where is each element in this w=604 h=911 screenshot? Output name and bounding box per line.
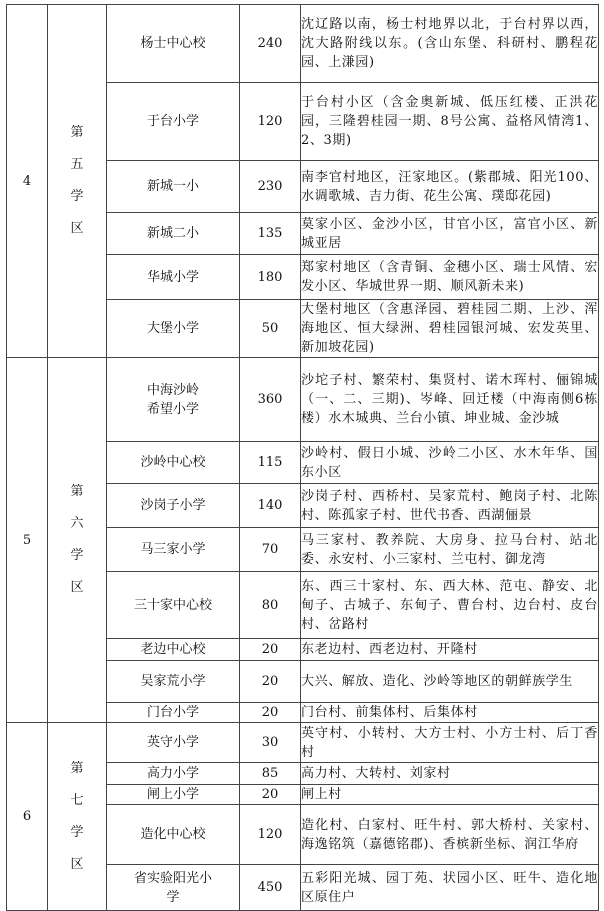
school-name: 于台小学	[107, 83, 240, 161]
zone-label	[48, 5, 107, 358]
service-area: 南李官村地区，汪家地区。(紫郡城、阳光100、水调歌城、吉力街、花生公寓、璞邸花园)	[301, 161, 599, 213]
enrollment-quota: 360	[240, 358, 301, 442]
enrollment-quota: 120	[240, 83, 301, 161]
zone-char: 七	[70, 792, 84, 808]
enrollment-quota: 450	[240, 865, 301, 911]
school-name: 三十家中心校	[107, 572, 240, 639]
school-name: 大堡小学	[107, 300, 240, 358]
service-area: 郑家村地区（含青铜、金穗小区、瑞士风情、宏发小区、华城世界一期、顺风新未来)	[301, 255, 599, 300]
school-name: 门台小学	[107, 703, 240, 723]
service-area: 沙岭村、假日小城、沙岭二小区、水木年华、国东小区	[301, 442, 599, 484]
service-area: 闸上村	[301, 785, 599, 805]
zone-char: 学	[70, 189, 84, 204]
zone-char: 学	[70, 548, 84, 563]
zone-label	[48, 358, 107, 723]
table-row	[7, 5, 599, 83]
group-number: 5	[7, 358, 48, 723]
service-area: 高力村、大转村、刘家村	[301, 763, 599, 785]
table-row	[7, 358, 599, 442]
service-area: 沙坨子村、繁荣村、集贤村、诺木珲村、俪锦城（一、二、三期)、岑峰、回迁楼（中海南侧6栋楼）水木城典、兰台小镇、坤业城、金沙城	[301, 358, 599, 442]
enrollment-quota: 50	[240, 300, 301, 358]
enrollment-quota: 20	[240, 703, 301, 723]
enrollment-quota: 135	[240, 213, 301, 255]
service-area: 造化村、白家村、旺牛村、郭大桥村、关家村、海逸铭筑（嘉德铭郡)、香槟新坐标、润江华府	[301, 805, 599, 865]
zone-char: 区	[70, 856, 84, 872]
zone-label	[48, 723, 107, 911]
school-name: 马三家小学	[107, 528, 240, 572]
service-area: 沈辽路以南，杨士村地界以北，于台村界以西，沈大路附线以东。(含山东堡、科研村、鹏程花园、上溓园)	[301, 5, 599, 83]
service-area: 大兴、解放、造化、沙岭等地区的朝鲜族学生	[301, 661, 599, 703]
table-row	[7, 723, 599, 763]
service-area: 马三家村、教养院、大房身、拉马台村、站北委、永安村、小三家村、兰屯村、御龙湾	[301, 528, 599, 572]
school-name: 沙岗子小学	[107, 484, 240, 528]
zone-char: 第	[70, 484, 84, 499]
school-name: 闸上小学	[107, 785, 240, 805]
school-name: 新城一小	[107, 161, 240, 213]
school-name: 英守小学	[107, 723, 240, 763]
school-name: 造化中心校	[107, 805, 240, 865]
enrollment-quota: 20	[240, 785, 301, 805]
enrollment-quota: 120	[240, 805, 301, 865]
school-name: 高力小学	[107, 763, 240, 785]
school-district-table	[6, 4, 599, 911]
enrollment-quota: 180	[240, 255, 301, 300]
table-body	[7, 5, 599, 911]
zone-char: 学	[70, 824, 84, 840]
enrollment-quota: 20	[240, 661, 301, 703]
zone-char: 第	[70, 760, 84, 776]
service-area: 东老边村、西老边村、开隆村	[301, 639, 599, 661]
school-name: 杨士中心校	[107, 5, 240, 83]
enrollment-quota: 30	[240, 723, 301, 763]
service-area: 英守村、小转村、大方士村、小方士村、后丁香村	[301, 723, 599, 763]
group-number: 6	[7, 723, 48, 911]
enrollment-quota: 140	[240, 484, 301, 528]
enrollment-quota: 230	[240, 161, 301, 213]
service-area: 门台村、前集体村、后集体村	[301, 703, 599, 723]
school-name: 沙岭中心校	[107, 442, 240, 484]
school-name: 省实验阳光小 学	[107, 865, 240, 911]
service-area: 东、西三十家村、东、西大林、范屯、静安、北甸子、古城子、东甸子、曹台村、边台村、皮台村、岔路村	[301, 572, 599, 639]
service-area: 大堡村地区（含惠泽园、碧桂园二期、上沙、浑海地区、恒大绿洲、碧桂园银河城、宏发英里、新加坡花园)	[301, 300, 599, 358]
service-area: 沙岗子村、西桥村、吴家荒村、鲍岗子村、北陈村、陈孤家子村、世代书香、西湖俪景	[301, 484, 599, 528]
school-name: 吴家荒小学	[107, 661, 240, 703]
enrollment-quota: 70	[240, 528, 301, 572]
enrollment-quota: 240	[240, 5, 301, 83]
school-name: 华城小学	[107, 255, 240, 300]
enrollment-quota: 80	[240, 572, 301, 639]
service-area: 莫家小区、金沙小区，甘官小区，富官小区、新城亚居	[301, 213, 599, 255]
school-name: 老边中心校	[107, 639, 240, 661]
zone-char: 第	[70, 125, 84, 140]
zone-char: 区	[70, 221, 84, 236]
zone-char: 六	[70, 516, 84, 531]
zone-char: 区	[70, 580, 84, 595]
zone-char: 五	[70, 157, 84, 172]
group-number: 4	[7, 5, 48, 358]
enrollment-quota: 20	[240, 639, 301, 661]
service-area: 五彩阳光城、园丁苑、状园小区、旺牛、造化地区原住户	[301, 865, 599, 911]
school-name: 新城二小	[107, 213, 240, 255]
service-area: 于台村小区（含金奥新城、低压红楼、正洪花园，三隆碧桂园一期、8号公寓、益格风情湾1、2、3期)	[301, 83, 599, 161]
enrollment-quota: 85	[240, 763, 301, 785]
enrollment-quota: 115	[240, 442, 301, 484]
school-name: 中海沙岭 希望小学	[107, 358, 240, 442]
